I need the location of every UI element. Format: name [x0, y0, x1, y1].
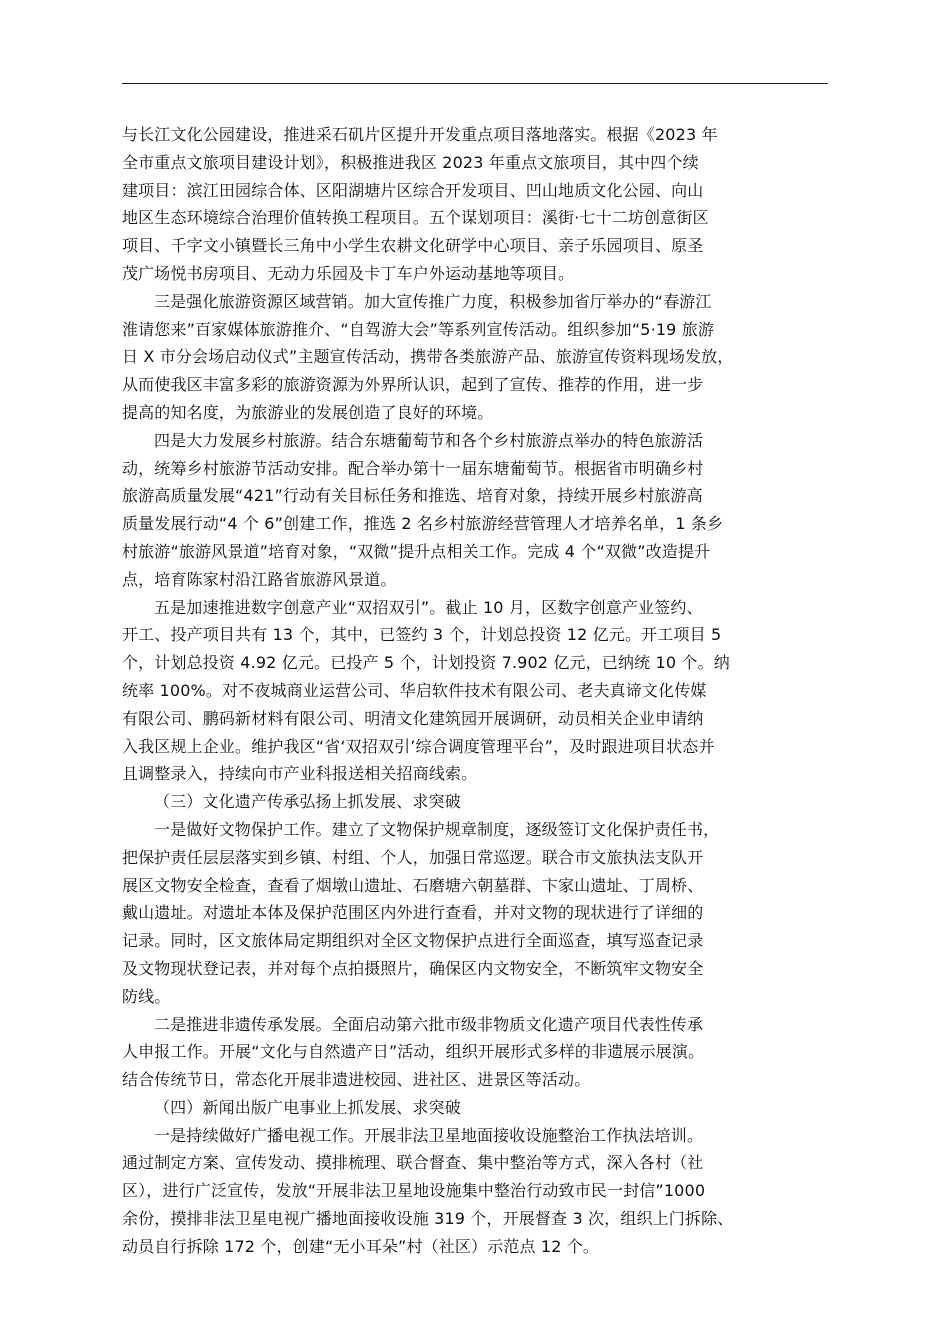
text-line: 与长江文化公园建设，推进采石矶片区提升开发重点项目落地落实。根据《2023 年: [122, 125, 718, 144]
text-line: 淮请您来”百家媒体旅游推介、“自驾游大会”等系列宣传活动。组织参加“5·19 旅游: [122, 319, 715, 339]
text-line: 三是强化旅游资源区域营销。加大宣传推广力度，积极参加省厅举办的“春游江: [154, 291, 712, 311]
text-line: （四）新闻出版广电事业上抓发展、求突破: [154, 1097, 461, 1117]
text-line: 一是持续做好广播电视工作。开展非法卫星地面接收设施整治工作执法培训。: [154, 1125, 704, 1145]
text-line: 从而使我区丰富多彩的旅游资源为外界所认识，起到了宣传、推荐的作用，进一步: [122, 375, 704, 395]
text-line: 记录。同时，区文旅体局定期组织对全区文物保护点进行全面巡查，填写巡查记录: [122, 931, 704, 951]
text-line: 入我区规上企业。维护我区“省‘双招双引’综合调度管理平台”，及时跟进项目状态并: [122, 736, 715, 756]
text-line: 五是加速推进数字创意产业“双招双引”。截止 10 月，区数字创意产业签约、: [154, 597, 703, 617]
text-line: 旅游高质量发展“421”行动有关目标任务和推选、培育对象，持续开展乡村旅游高: [122, 486, 703, 506]
text-line: 区），进行广泛宣传，发放“开展非法卫星地设施集中整治行动致市民一封信”1000: [122, 1181, 706, 1201]
text-line: 动，统筹乡村旅游节活动安排。配合举办第十一届东塘葡萄节。根据省市明确乡村: [122, 458, 704, 478]
text-line: 展区文物安全检查，查看了烟墩山遗址、石磨塘六朝墓群、卞家山遗址、丁周桥、: [122, 875, 704, 895]
text-line: 茂广场悦书房项目、无动力乐园及卡丁车户外运动基地等项目。: [122, 263, 575, 283]
text-line: 人申报工作。开展“文化与自然遗产日”活动，组织开展形式多样的非遗展示展演。: [122, 1042, 705, 1062]
header-rule: [122, 83, 828, 84]
text-line: 有限公司、鹏码新材料有限公司、明清文化建筑园开展调研，动员相关企业申请纳: [122, 708, 704, 728]
text-line: 地区生态环境综合治理价值转换工程项目。五个谋划项目：溪街·七十二坊创意街区: [122, 208, 709, 228]
text-line: 戴山遗址。对遗址本体及保护范围区内外进行查看，并对文物的现状进行了详细的: [122, 903, 704, 923]
text-line: （三）文化遗产传承弘扬上抓发展、求突破: [154, 792, 461, 812]
text-line: 及文物现状登记表，并对每个点拍摄照片，确保区内文物安全，不断筑牢文物安全: [122, 958, 704, 978]
text-line: 二是推进非遗传承发展。全面启动第六批市级非物质文化遗产项目代表性传承: [154, 1014, 704, 1034]
text-line: 全市重点文旅项目建设计划》，积极推进我区 2023 年重点文旅项目，其中四个续: [122, 152, 699, 172]
text-line: 余份，摸排非法卫星电视广播地面接收设施 319 个，开展督查 3 次，组织上门拆除、: [122, 1209, 734, 1229]
text-line: 质量发展行动“4 个 6”创建工作，推选 2 名乡村旅游经营管理人才培养名单，1 条乡: [122, 514, 724, 534]
text-line: 统率 100%。对不夜城商业运营公司、华启软件技术有限公司、老夫真谛文化传媒: [122, 680, 707, 700]
text-line: 一是做好文物保护工作。建立了文物保护规章制度，逐级签订文化保护责任书，: [154, 819, 720, 839]
text-line: 点，培育陈家村沿江路省旅游风景道。: [122, 569, 397, 589]
text-line: 提高的知名度，为旅游业的发展创造了良好的环境。: [122, 402, 494, 422]
text-line: 把保护责任层层落实到乡镇、村组、个人，加强日常巡逻。联合市文旅执法支队开: [122, 847, 704, 867]
text-line: 动员自行拆除 172 个，创建“无小耳朵”村（社区）示范点 12 个。: [122, 1236, 600, 1256]
text-line: 个，计划总投资 4.92 亿元。已投产 5 个，计划投资 7.902 亿元，已纳统 10 个。纳: [122, 653, 730, 673]
text-line: 村旅游“旅游风景道”培育对象，“双微”提升点相关工作。完成 4 个“双微”改造提升: [122, 541, 711, 561]
text-line: 项目、千字文小镇暨长三角中小学生农耕文化研学中心项目、亲子乐园项目、原圣: [122, 236, 704, 256]
text-line: 开工、投产项目共有 13 个，其中，已签约 3 个，计划总投资 12 亿元。开工项目 5: [122, 625, 722, 645]
text-line: 通过制定方案、宣传发动、摸排梳理、联合督查、集中整治等方式，深入各村（社: [122, 1153, 704, 1173]
text-line: 结合传统节日，常态化开展非遗进校园、进社区、进景区等活动。: [122, 1070, 591, 1090]
document-body: [122, 121, 836, 1261]
text-line: 防线。: [122, 986, 171, 1006]
text-line: 建项目：滨江田园综合体、区阳湖塘片区综合开发项目、凹山地质文化公园、向山: [122, 180, 704, 200]
text-line: 且调整录入，持续向市产业科报送相关招商线索。: [122, 764, 478, 784]
text-line: 日 X 市分会场启动仪式”主题宣传活动，携带各类旅游产品、旅游宣传资料现场发放，: [122, 347, 734, 367]
text-line: 四是大力发展乡村旅游。结合东塘葡萄节和各个乡村旅游点举办的特色旅游活: [154, 430, 704, 450]
